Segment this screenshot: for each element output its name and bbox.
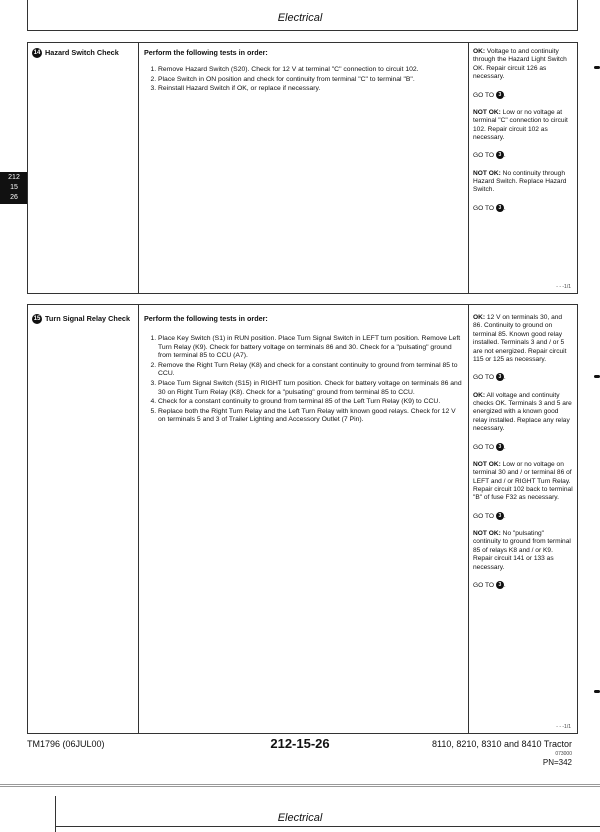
continuation-mark: - - -1/1 [556, 284, 571, 290]
goto-link[interactable]: GO TO 3 . [473, 204, 506, 212]
step-number-badge: 14 [33, 50, 41, 57]
continuation-mark: - - -1/1 [556, 724, 571, 730]
goto-link[interactable]: GO TO 3 . [473, 443, 506, 451]
goto-step-badge: 3 [496, 581, 504, 589]
test-procedure [144, 314, 462, 426]
section-tab: 212 15 26 [0, 172, 28, 204]
goto-step-badge: 3 [496, 443, 504, 451]
results-column [473, 48, 573, 222]
page-separator [0, 784, 600, 785]
result-text: OK: Voltage to and continuity through the Hazard Light Switch OK. Repair circuit 126 as necessary. [473, 48, 567, 81]
procedure-step: 3. Reinstall Hazard Switch if OK, or replace if necessary. [158, 85, 462, 94]
procedure-step: 1. Remove Hazard Switch (S20). Check for 12 V at terminal "C" connection to circuit 102. [158, 66, 462, 75]
procedure-step: 1. Place Key Switch (S1) in RUN position. Place Turn Signal Switch in LEFT turn position. Remove Left Turn Relay (K9). Check for battery voltage on terminals 86 and 30. Check for a "pulsating" ground from terminal 85 to CCU (A7). [158, 335, 462, 361]
edge-mark [594, 66, 600, 69]
results-column [473, 314, 573, 599]
model-list: 8110, 8210, 8310 and 8410 Tractor [432, 739, 572, 749]
next-page-title: Electrical [277, 812, 323, 824]
hazard-switch-check-box [27, 42, 578, 294]
section-title: 15 Turn Signal Relay Check [33, 314, 131, 323]
procedure-step: 4. Check for a constant continuity to ground from terminal 85 of the Left Turn Relay (K9) to CCU. [158, 398, 462, 407]
manual-id: TM1796 (06JUL00) [27, 739, 105, 749]
header-title: Electrical [277, 12, 323, 24]
next-page-header-rule [55, 826, 600, 827]
procedure-heading: Perform the following tests in order: [144, 48, 268, 57]
result-text: NOT OK: No continuity through Hazard Switch. Replace Hazard Switch. [473, 169, 567, 194]
goto-step-badge: 3 [496, 151, 504, 159]
result-text: OK: 12 V on terminals 30, and 86. Continuity to ground on terminal 85. Known good relay installed. Terminals 3 and / or 5 are not energized. Repair circuit 115 or 125 as necessary. [473, 314, 567, 364]
result-text: NOT OK: Low or no voltage at terminal "C" connection to circuit 102. Repair circuit 102 as necessary. [473, 108, 568, 141]
goto-link[interactable]: GO TO 3 . [473, 512, 506, 520]
test-procedure [144, 48, 462, 95]
procedure-heading: Perform the following tests in order: [144, 314, 268, 323]
page-separator [0, 786, 600, 787]
edge-mark [594, 690, 600, 693]
goto-step-badge: 3 [496, 91, 504, 99]
procedure-step: 3. Place Turn Signal Switch (S15) in RIGHT turn position. Check for battery voltage on terminals 86 and 30 on Right Turn Relay (K8). Check for a "pulsating" ground from terminal 85 to CCU. [158, 380, 462, 397]
goto-link[interactable]: GO TO 3 . [473, 581, 506, 589]
turn-signal-relay-check-box [27, 304, 578, 734]
date-code: 073000 [555, 751, 572, 757]
procedure-step: 5. Replace both the Right Turn Relay and the Left Turn Relay with known good relays. Check for 12 V on terminals 5 and 3 of Trailer Lighting and Accessory Outlet (7 Pin). [158, 408, 462, 425]
result-text: NOT OK: No "pulsating" continuity to ground from terminal 85 of relays K8 and / or K9. Repair circuit 141 or 133 as necessary. [473, 529, 571, 571]
page-number: PN=342 [542, 758, 572, 767]
goto-step-badge: 3 [496, 204, 504, 212]
goto-link[interactable]: GO TO 3 . [473, 374, 506, 382]
goto-link[interactable]: GO TO 3 . [473, 91, 506, 99]
goto-step-badge: 3 [496, 373, 504, 381]
result-text: OK: All voltage and continuity checks OK. Terminals 3 and 5 are energized with a known good relay installed. Replace any relay necessary. [473, 391, 572, 433]
procedure-step: 2. Remove the Right Turn Relay (K8) and check for a constant continuity to ground from terminal 85 to CCU. [158, 362, 462, 379]
page-reference: 212-15-26 [270, 736, 330, 751]
edge-mark [594, 375, 600, 378]
procedure-step: 2. Place Switch in ON position and check for continuity from terminal "C" to terminal "B". [158, 76, 462, 85]
goto-step-badge: 3 [496, 512, 504, 520]
section-title: 14 Hazard Switch Check [33, 48, 119, 57]
step-number-badge: 15 [33, 316, 41, 323]
header-rule [27, 30, 578, 31]
goto-link[interactable]: GO TO 3 . [473, 152, 506, 160]
result-text: NOT OK: Low or no voltage on terminal 30 and / or terminal 86 of LEFT and / or RIGHT Turn Relay. Repair circuit 102 back to terminal "B" of fuse F32 as necessary. [473, 460, 573, 502]
